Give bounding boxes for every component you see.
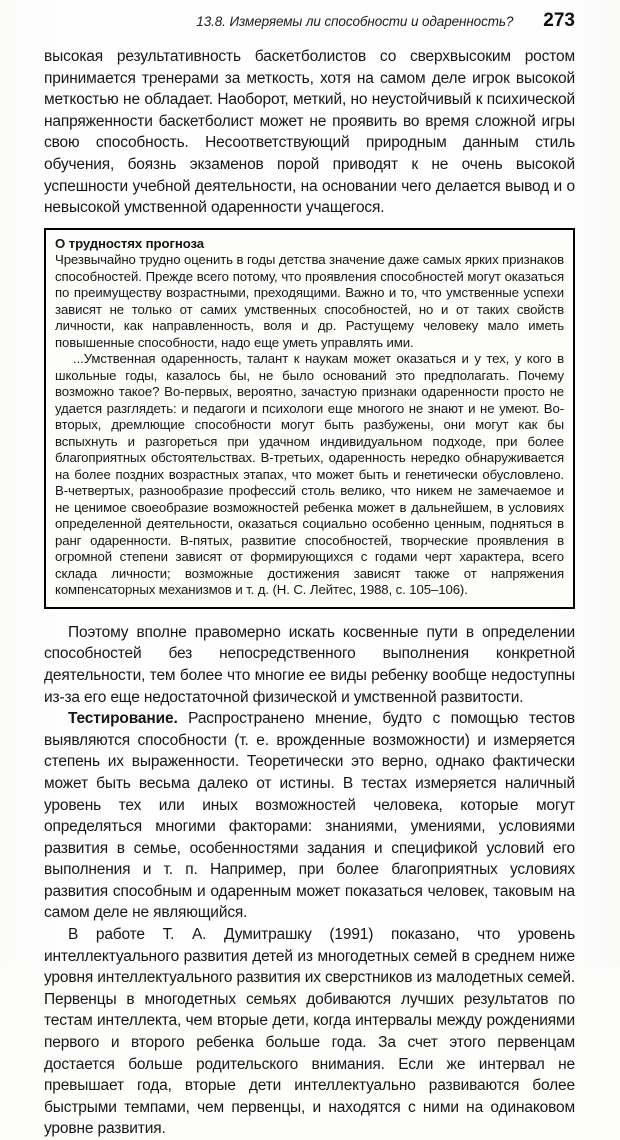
info-box-paragraph: ...Умственная одаренность, талант к наукам может оказаться и у тех, у кого в школьные годы, казалось бы, не было оснований это предполагать. Почему возможно такое? Во-первых, вероятно, зачастую признаки одаренности просто не удается разглядеть: и педагоги и психологи еще многого не знают и не умеют. Во-вторых, дремлющие способности могут быть разбужены, они могут как бы вспыхнуть и разгореться при удачном индивидуальном подходе, при более благоприятных обстоятельствах. В-третьих, одаренность нередко обнаруживается на более поздних возрастных этапах, что может быть и генетически обусловлено. В-четвертых, разнообразие профессий столь велико, что никем не замечаемое и не ценимое своеобразие возможностей ребенка может в дальнейшем, в условиях определенной деятельности, оказаться социально особенно ценным, подняться в ранг одаренности. В-пятых, развитие способностей, творческие проявления в огромной степени зависят от формирующихся с годами черт характера, всего склада личности; возможные достижения зависят также от напряжения компенсаторных механизмов и т. д. (Н. С. Лейтес, 1988, с. 105–106).	[55, 351, 564, 598]
paragraph-testing-text: Распространено мнение, будто с помощью тестов выявляются способности (т. е. врожденные возможности) и измеряется степень их выраженности. Теоретически это верно, однако фактически может быть весьма далеко от истины. В тестах измеряется наличный уровень тех или иных возможностей человека, которые могут определяться многими факторами: знаниями, умениями, условиями развития в семье, особенностями задания и спецификой условий его выполнения и т. п. Например, при более благоприятных условиях развития способным и одаренным может показаться человек, таковым на самом деле не являющийся.	[44, 710, 575, 922]
paragraph-after-box: Поэтому вполне правомерно искать косвенные пути в определении способностей без непосредственного выполнения конкретной деятельности, тем более что многие ее виды ребенку вообще недоступны из-за его еще недостаточной физической и умственной развитости.	[44, 623, 575, 706]
prognosis-info-box	[44, 228, 575, 609]
running-title: 13.8. Измеряемы ли способности и одаренность?	[196, 14, 514, 29]
info-box-paragraph: Чрезвычайно трудно оценить в годы детства значение даже самых ярких признаков способностей. Прежде всего потому, что проявления способностей могут оказаться по преимуществу возрастными, преходящими. Важно и то, что умственные успехи зависят не только от самих умственных способностей, но и от таких свойств личности, как направленность, воля и др. Растущему человеку мало иметь повышенные способности, надо еще уметь управлять ими.	[55, 252, 564, 350]
paragraph-dumitrashku: В работе Т. А. Думитрашку (1991) показано, что уровень интеллектуального развития детей из многодетных семей в среднем ниже уровня интеллектуального развития их сверстников из малодетных семей. Первенцы в многодетных семьях добиваются лучших результатов по тестам интеллекта, чем вторые дети, когда интервалы между рождениями первого и второго ребенка больше года. За счет этого первенцам достается больше родительского внимания. Если же интервал не превышает года, вторые дети интеллектуально развиваются более быстрыми темпами, чем первенцы, и находятся с ними на одинаковом уровне развития.	[44, 926, 575, 1138]
page-body	[44, 46, 575, 1140]
info-box-title: О трудностях прогноза	[55, 235, 205, 251]
paragraph-intro: высокая результативность баскетболистов со сверхвысоким ростом принимается тренерами за меткость, хотя на самом деле игрок высокой меткостью не обладает. Наоборот, меткий, но неустойчивый к психической напряженности баскетболист может не проявить во время сложной игры свою способность. Несоответствующий природным данным стиль обучения, боязнь экзаменов порой приводят к не очень высокой успешности учебной деятельности, на основании чего делается вывод и о невысокой умственной одаренности учащегося.	[44, 48, 575, 217]
page-number: 273	[543, 10, 575, 31]
page-header	[44, 10, 575, 32]
paragraph-testing-lead: Тестирование.	[68, 710, 178, 728]
paragraph-testing	[44, 708, 575, 924]
